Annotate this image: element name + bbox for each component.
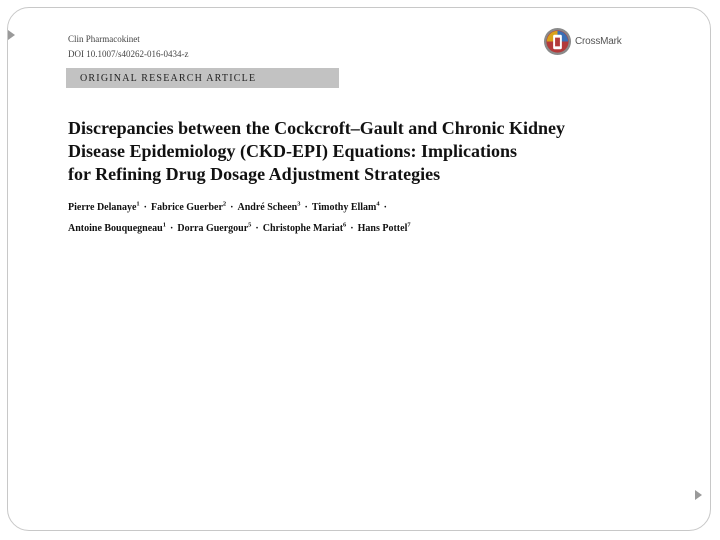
author-name: André Scheen xyxy=(237,202,298,214)
author-name: Timothy Ellam xyxy=(311,202,377,214)
author-affiliation: 5 xyxy=(248,221,252,229)
title-line: Discrepancies between the Cockcroft–Gault and Chronic Kidney xyxy=(68,118,565,138)
crossmark-icon xyxy=(543,27,572,56)
journal-name: Clin Pharmacokinet xyxy=(68,34,140,44)
author-separator: · xyxy=(304,202,308,214)
article-title xyxy=(68,117,628,186)
author-name: Pierre Delanaye xyxy=(68,202,137,214)
author-affiliation: 7 xyxy=(407,221,411,229)
author xyxy=(68,223,166,234)
author-line xyxy=(68,196,628,216)
article-type: ORIGINAL RESEARCH ARTICLE xyxy=(80,72,257,84)
corner-arrow-icon xyxy=(695,490,702,500)
author xyxy=(263,223,347,234)
author xyxy=(312,202,380,213)
author-affiliation: 1 xyxy=(136,201,140,208)
author-affiliation: 6 xyxy=(343,221,347,229)
author-separator: · xyxy=(170,222,174,234)
author xyxy=(68,202,140,213)
title-line: Disease Epidemiology (CKD-EPI) Equations: Implications xyxy=(68,141,518,161)
doi: DOI 10.1007/s40262-016-0434-z xyxy=(68,49,189,59)
author-list xyxy=(68,196,628,237)
author-separator: · xyxy=(350,222,354,234)
author-name: Hans Pottel xyxy=(357,222,408,234)
author-separator: · xyxy=(230,202,234,214)
author xyxy=(238,202,301,213)
crossmark-badge[interactable] xyxy=(543,27,622,56)
crossmark-label: CrossMark xyxy=(575,36,622,47)
author-name: Dorra Guergour xyxy=(177,222,249,234)
author xyxy=(177,223,251,234)
title-line: for Refining Drug Dosage Adjustment Strategies xyxy=(68,164,441,184)
author-affiliation: 2 xyxy=(222,201,227,208)
author-separator: · xyxy=(383,202,387,214)
author-affiliation: 3 xyxy=(297,201,301,208)
corner-arrow-icon xyxy=(8,30,15,40)
author-name: Antoine Bouquegneau xyxy=(68,222,163,234)
author-name: Christophe Mariat xyxy=(262,222,344,234)
author-affiliation: 4 xyxy=(376,201,380,208)
author-line xyxy=(68,216,628,236)
author-affiliation: 1 xyxy=(162,221,166,229)
author-separator: · xyxy=(143,202,147,214)
author-name: Fabrice Guerber xyxy=(151,202,223,214)
author-separator: · xyxy=(255,222,259,234)
author xyxy=(358,223,411,234)
author xyxy=(151,202,226,213)
article-type-bar xyxy=(66,68,339,88)
